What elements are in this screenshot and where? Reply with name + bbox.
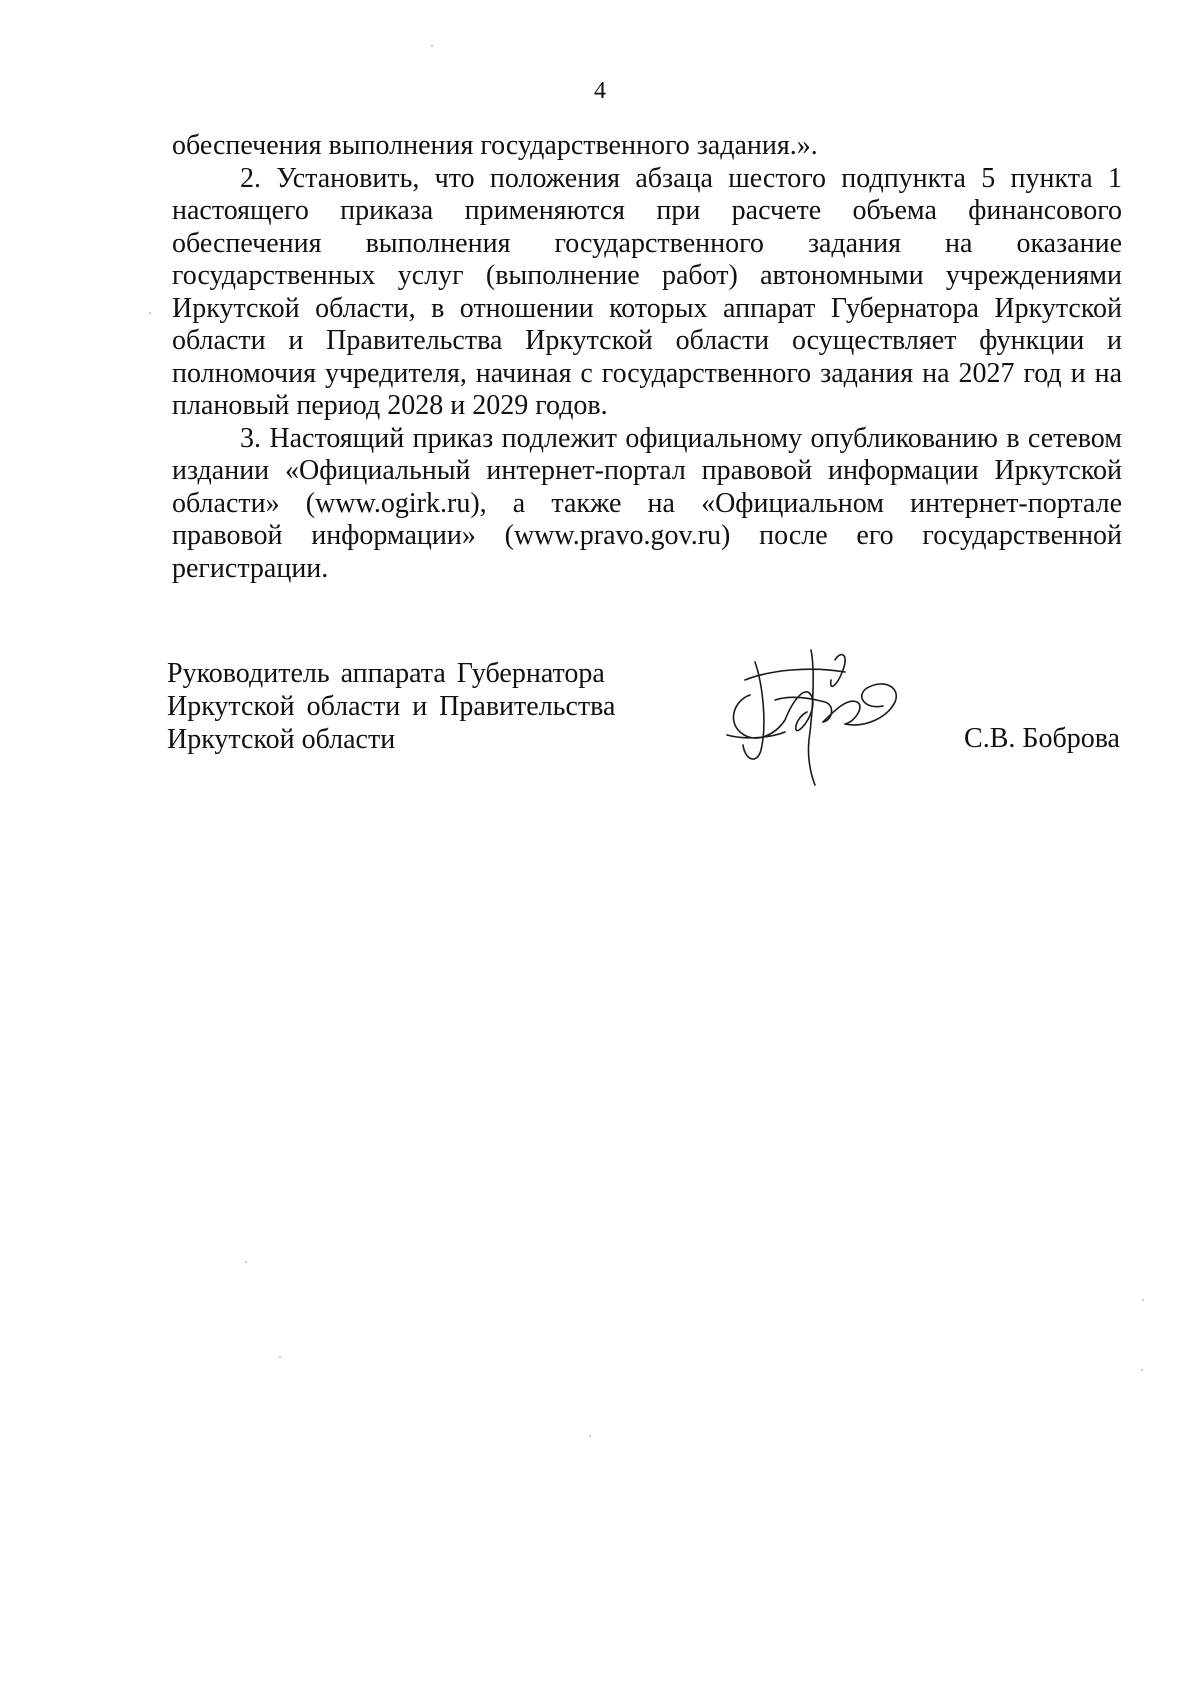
paragraph-continuation: обеспечения выполнения государственного задания.». [172,130,818,161]
handwritten-signature-icon [715,640,925,790]
position-line-3: Иркутской области [167,724,396,755]
paragraph-item-3: 3. Настоящий приказ подлежит официальному опубликованию в сетевом издании «Официальный интернет-портал правовой информации Иркутской области» (www.ogirk.ru), а также на «Официальном интернет-портале правовой информации» (www.pravo.gov.ru) после его государственной регистрации. [172,422,1122,584]
position-line-1: Руководитель аппарата Губернатора [167,658,605,689]
position-line-2: Иркутской области и Правительства [167,691,616,722]
signatory-position [167,657,667,756]
paragraph-item-2: 2. Установить, что положения абзаца шестого подпункта 5 пункта 1 настоящего приказа применяются при расчете объема финансового обеспечения выполнения государственного задания на оказание государственных услуг (выполнение работ) автономными учреждениями Иркутской области, в отношении которых аппарат Губернатора Иркутской области и Правительства Иркутской области осуществляет функции и полномочия учредителя, начиная с государственного задания на 2027 год и на плановый период 2028 и 2029 годов. [172,162,1122,421]
document-body [172,130,1122,585]
signer-name: С.В. Боброва [964,723,1120,754]
page-number: 4 [594,78,606,104]
